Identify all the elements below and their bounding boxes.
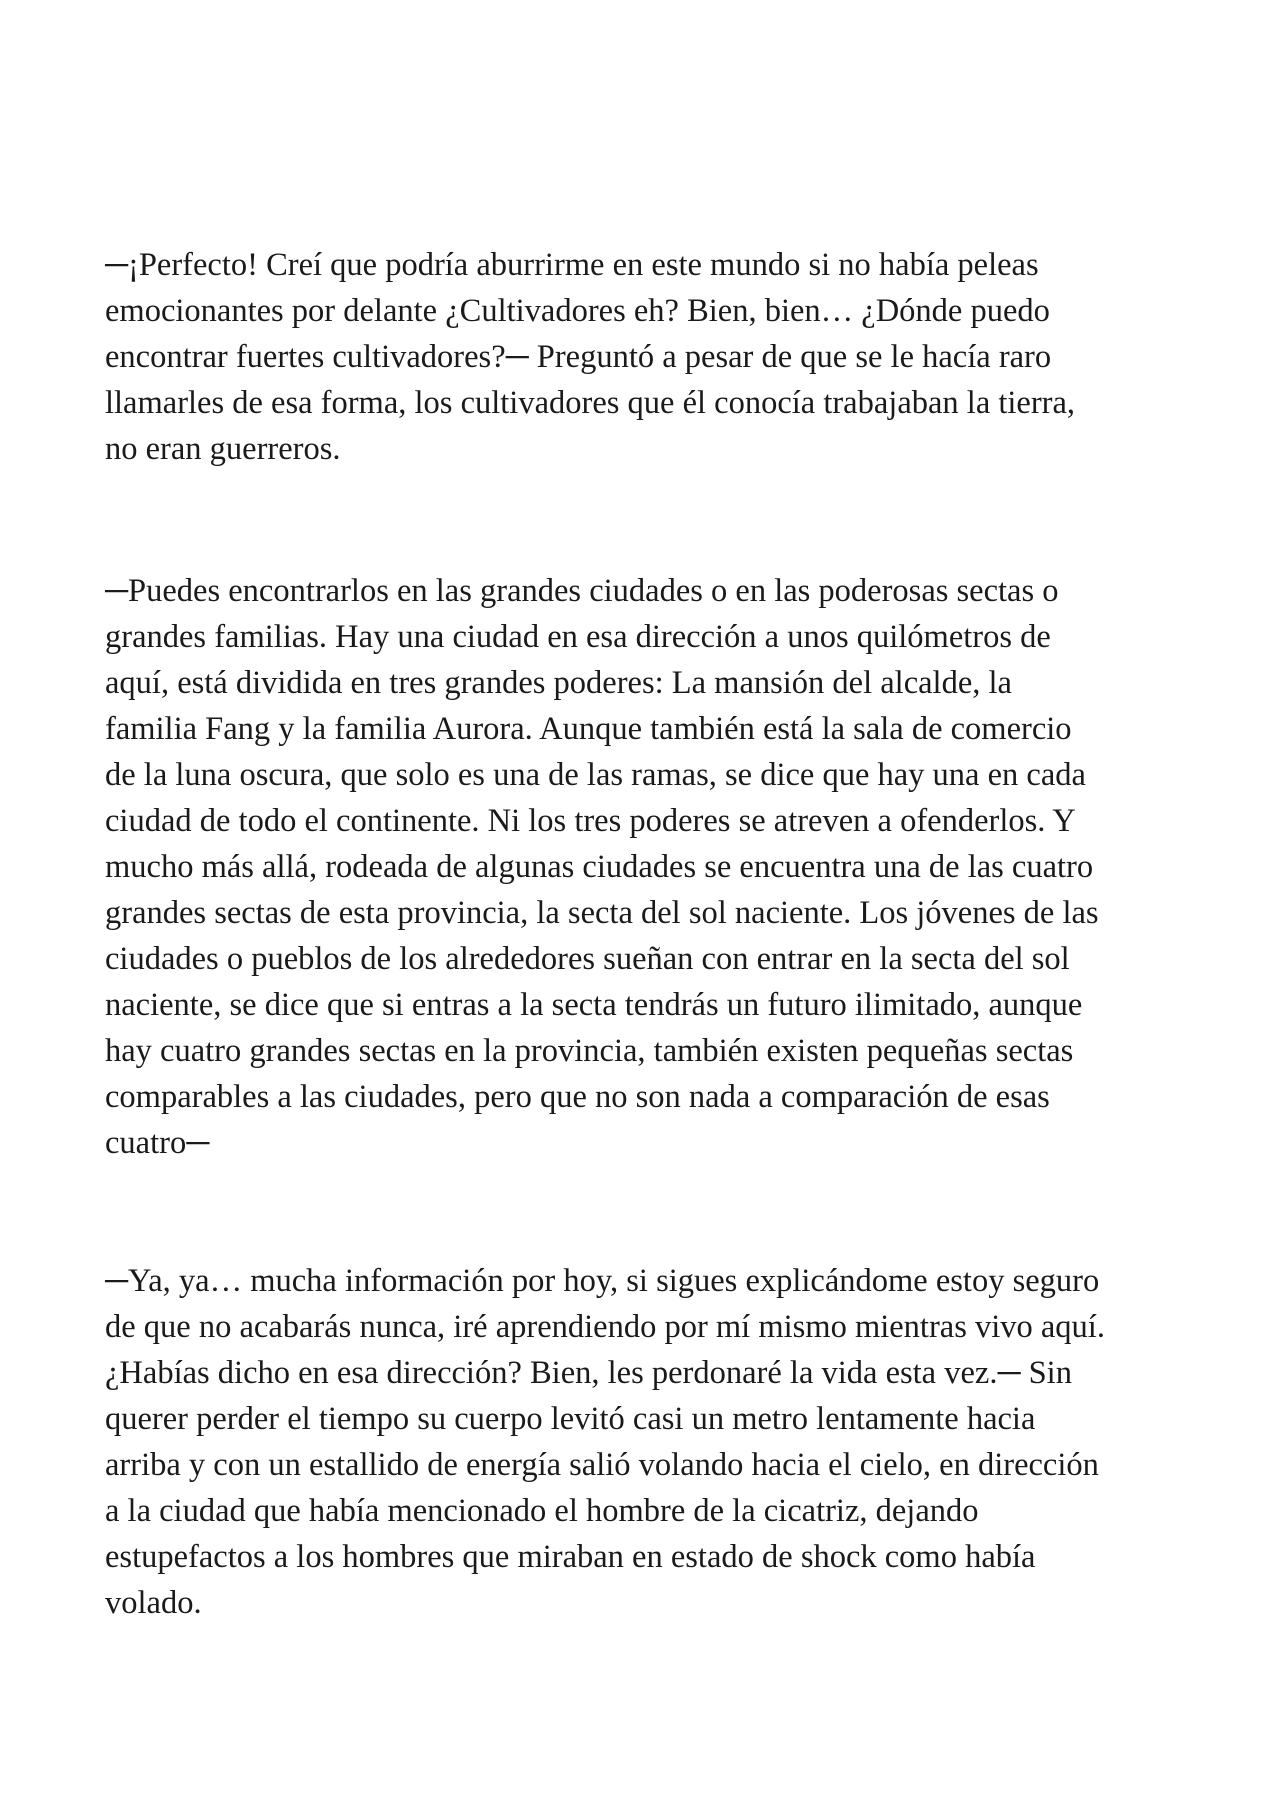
paragraph-2: ─Puedes encontrarlos en las grandes ciudades o en las poderosas sectas o grandes familias. Hay una ciudad en esa dirección a unos quilómetros de aquí, está dividida en tres grandes poderes: La mansión del alcalde, la familia Fang y la familia Aurora. Aunque también está la sala de comercio de la luna oscura, que solo es una de las ramas, se dice que hay una en cada ciudad de todo el continente. Ni los tres poderes se atreven a ofenderlos. Y mucho más allá, rodeada de algunas ciudades se encuentra una de las cuatro grandes sectas de esta provincia, la secta del sol naciente. Los jóvenes de las ciudades o pueblos de los alrededores sueñan con entrar en la secta del sol naciente, se dice que si entras a la secta tendrás un futuro ilimitado, aunque hay cuatro grandes sectas en la provincia, también existen pequeñas sectas comparables a las ciudades, pero que no son nada a comparación de esas cuatro─ — [105, 573, 1099, 1161]
paragraph-3: ─Ya, ya… mucha información por hoy, si sigues explicándome estoy seguro de que no acabarás nunca, iré aprendiendo por mí mismo mientras vivo aquí. ¿Habías dicho en esa dirección? Bien, les perdonaré la vida esta vez.─ Sin querer perder el tiempo su cuerpo levitó casi un metro lentamente hacia arriba y con un estallido de energía salió volando hacia el cielo, en dirección a la ciudad que había mencionado el hombre de la cicatriz, dejando estupefactos a los hombres que miraban en estado de shock como había volado. — [105, 1263, 1105, 1621]
paragraph-1: ─¡Perfecto! Creí que podría aburrirme en este mundo si no había peleas emocionantes por delante ¿Cultivadores eh? Bien, bien… ¿Dónde puedo encontrar fuertes cultivadores?─ Preguntó a pesar de que se le hacía raro llamarles de esa forma, los cultivadores que él conocía trabajaban la tierra, no eran guerreros. — [105, 247, 1076, 467]
